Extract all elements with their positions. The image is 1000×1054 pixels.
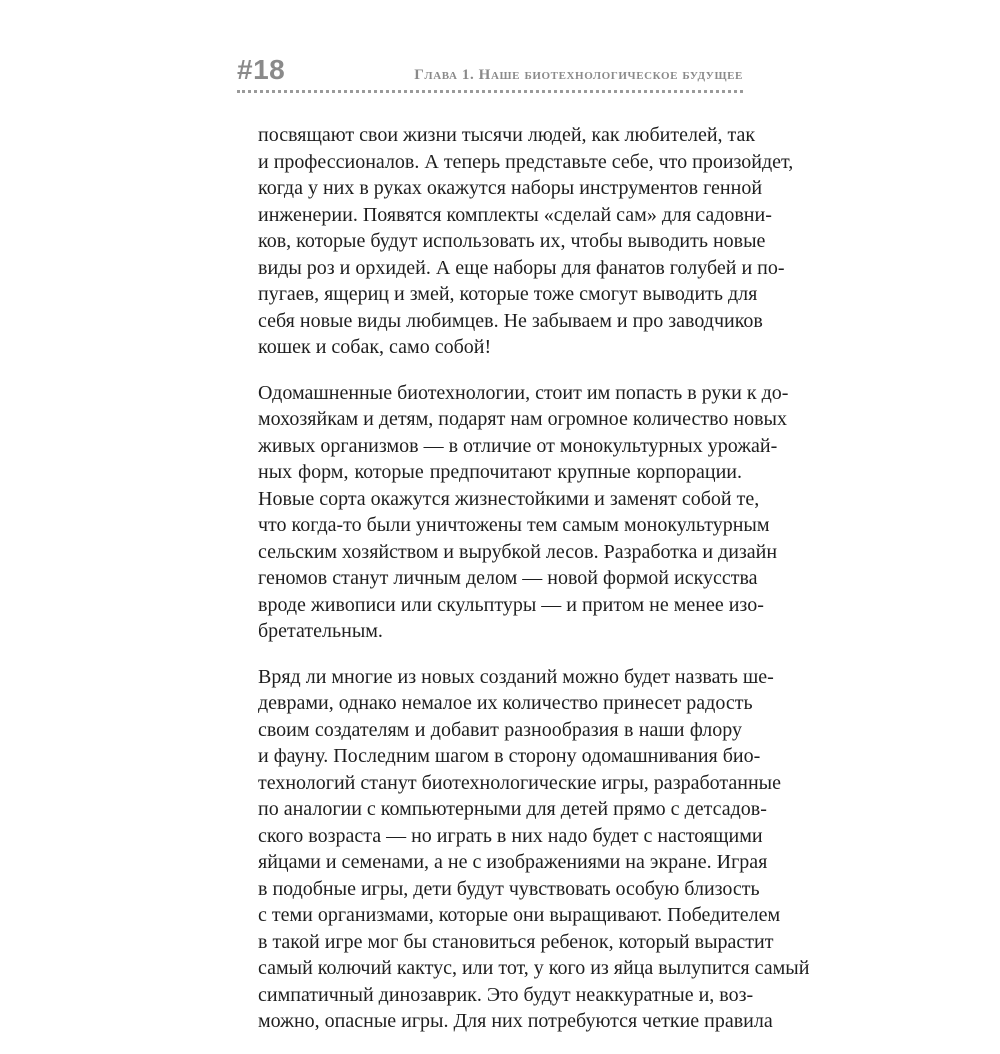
text-line: Вряд ли многие из новых созданий можно будет назвать ше- [258,665,774,688]
text-line: самый колючий кактус, или тот, у кого из яйца вылупится самый [258,957,810,979]
text-line: кошек и собак, само собой! [258,336,492,358]
text-line: можно, опасные игры. Для них потребуются четкие правила [258,1010,773,1032]
text-line: вроде живописи или скульптуры — и притом не менее изо- [258,593,764,616]
text-line: в подобные игры, дети будут чувствовать особую близость [258,877,760,900]
text-line: своим создателям и добавит разнообразия в наши флору [258,718,742,741]
text-line: себя новые виды любимцев. Не забываем и про заводчиков [258,309,763,332]
text-line: геномов станут личным делом — новой формой искусства [258,567,758,589]
text-line: пугаев, ящериц и змей, которые тоже смогут выводить для [258,283,758,305]
page-number: #18 [237,54,286,85]
text-line: инженерии. Появятся комплекты «сделай сам» для садовни- [258,203,772,226]
text-line: сельским хозяйством и вырубкой лесов. Разработка и дизайн [258,540,778,563]
running-header [237,54,743,94]
chapter-title: Глава 1. Наше биотехнологическое будущее [414,67,743,83]
text-line: в такой игре мог бы становиться ребенок, который вырастит [258,930,774,953]
text-line: бретательным. [258,620,383,642]
text-line: технологий станут биотехнологические игры, разработанные [258,771,781,794]
text-line: что когда-то были уничтожены тем самым монокультурным [258,514,770,536]
text-line: с теми организмами, которые они выращивают. Победителем [258,904,781,926]
text-line: когда у них в руках окажутся наборы инструментов генной [258,177,763,199]
text-line: и профессионалов. А теперь представьте себе, что произойдет, [258,150,794,173]
paragraph [258,380,789,645]
text-line: виды роз и орхидей. А еще наборы для фанатов голубей и по- [258,256,785,279]
text-line: ных форм, которые предпочитают крупные корпорации. [258,461,742,483]
body-text [258,122,810,1054]
text-line: живых организмов — в отличие от монокультурных урожай- [258,434,778,457]
text-line: Новые сорта окажутся жизнестойкими и заменят собой те, [258,487,760,510]
text-line: мохозяйкам и детям, подарят нам огромное количество новых [258,408,787,430]
header-dotted-rule [237,90,743,93]
text-line: симпатичный динозаврик. Это будут неаккуратные и, воз- [258,983,754,1006]
text-line: ского возраста — но играть в них надо будет с настоящими [258,824,763,847]
text-line: яйцами и семенами, а не с изображениями на экране. Играя [258,851,768,873]
text-line: деврами, однако немалое их количество принесет радость [258,692,753,714]
text-line: и фауну. Последним шагом в сторону одомашнивания био- [258,745,761,767]
paragraph [258,664,810,1035]
paragraph [258,122,794,361]
text-line: Одомашненные биотехнологии, стоит им попасть в руки к до- [258,381,789,404]
text-line: посвящают свои жизни тысячи людей, как любителей, так [258,124,756,146]
text-line: по аналогии с компьютерными для детей прямо с детсадов- [258,798,767,820]
text-line: ков, которые будут использовать их, чтобы выводить новые [258,230,766,252]
